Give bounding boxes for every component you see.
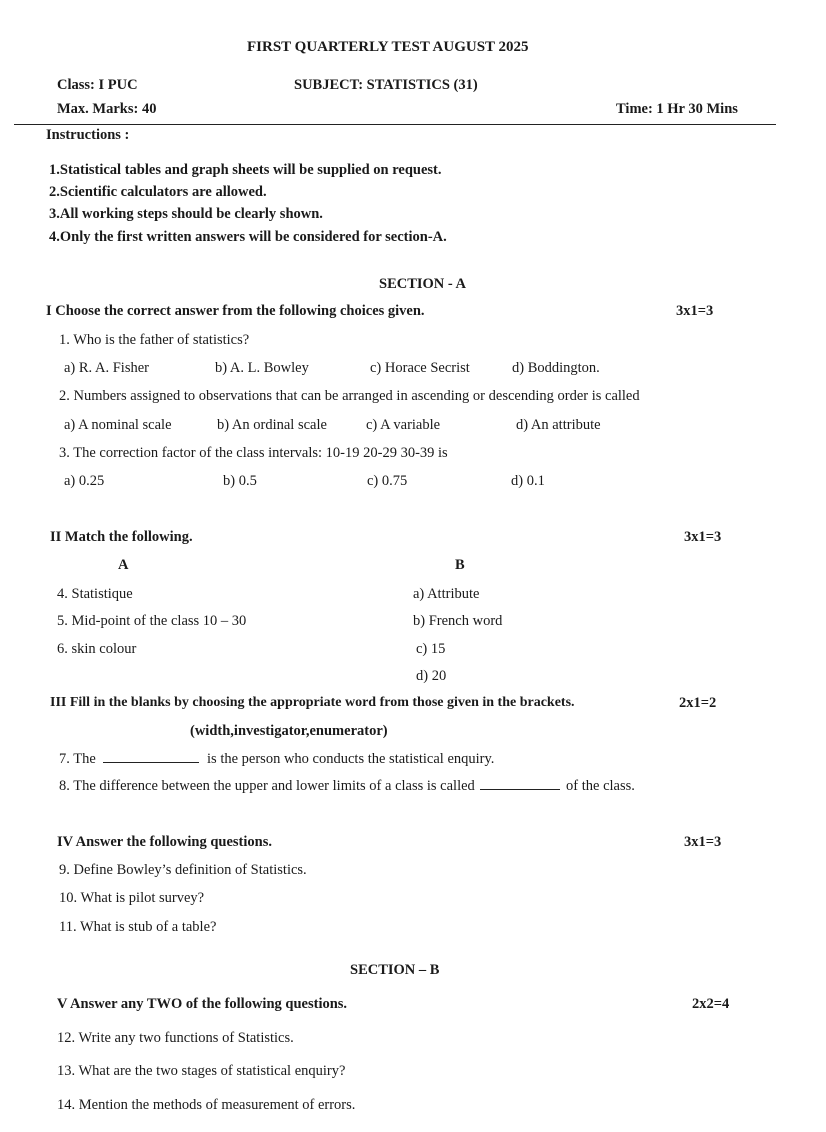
instructions-heading: Instructions : [46,127,130,143]
match-right-item: d) 20 [416,668,447,684]
question-11: 11. What is stub of a table? [59,919,217,935]
match-right-item: c) 15 [416,641,446,657]
part-5-marks: 2x2=4 [692,996,730,1012]
header-divider [14,124,776,125]
question-12: 12. Write any two functions of Statistics. [57,1030,294,1046]
part-4-marks: 3x1=3 [684,834,722,850]
question-1: 1. Who is the father of statistics? [59,332,250,348]
part-2-heading: II Match the following. [50,529,193,545]
question-9: 9. Define Bowley’s definition of Statistics. [59,862,307,878]
q8-answer-blank [480,777,560,790]
question-7 [59,750,494,768]
class-label: Class: I PUC [57,77,138,93]
blank-word-choices: (width,investigator,enumerator) [190,723,388,739]
q8-text-after: of the class. [566,778,635,794]
q3-option-a: a) 0.25 [64,473,105,489]
part-5-heading: V Answer any TWO of the following questions. [57,996,348,1012]
q1-option-d: d) Boddington. [512,360,600,376]
match-column-a-header: A [118,557,129,573]
part-3-heading: III Fill in the blanks by choosing the appropriate word from those given in the brackets. [50,695,575,710]
instruction-item: 1.Statistical tables and graph sheets will be supplied on request. [49,162,442,178]
q2-option-b: b) An ordinal scale [217,417,327,433]
paper-title: FIRST QUARTERLY TEST AUGUST 2025 [247,39,529,55]
q3-option-d: d) 0.1 [511,473,545,489]
q2-option-d: d) An attribute [516,417,601,433]
q1-option-b: b) A. L. Bowley [215,360,309,376]
match-right-item: a) Attribute [413,586,480,602]
instruction-item: 3.All working steps should be clearly shown. [49,206,323,222]
q7-answer-blank [103,750,199,763]
subject-label: SUBJECT: STATISTICS (31) [294,77,478,93]
question-10: 10. What is pilot survey? [59,890,205,906]
q3-option-b: b) 0.5 [223,473,257,489]
q2-option-a: a) A nominal scale [64,417,172,433]
instruction-item: 2.Scientific calculators are allowed. [49,184,267,200]
section-a-heading: SECTION - A [379,276,467,292]
q7-text-after: is the person who conducts the statistical enquiry. [207,751,495,767]
part-2-marks: 3x1=3 [684,529,722,545]
q2-option-c: c) A variable [366,417,441,433]
part-4-heading: IV Answer the following questions. [57,834,272,850]
part-3-marks: 2x1=2 [679,695,717,711]
question-14: 14. Mention the methods of measurement of errors. [57,1097,356,1113]
question-2: 2. Numbers assigned to observations that can be arranged in ascending or descending order is called [59,388,640,404]
part-1-heading: I Choose the correct answer from the following choices given. [46,303,425,319]
match-left-item: 4. Statistique [57,586,133,602]
match-right-item: b) French word [413,613,503,629]
match-left-item: 6. skin colour [57,641,137,657]
instruction-item: 4.Only the first written answers will be considered for section-A. [49,229,447,245]
match-column-b-header: B [455,557,465,573]
section-b-heading: SECTION – B [350,962,440,978]
q1-option-a: a) R. A. Fisher [64,360,149,376]
q8-text-before: 8. The difference between the upper and lower limits of a class is called [59,778,475,794]
match-left-item: 5. Mid-point of the class 10 – 30 [57,613,247,629]
q7-text-before: 7. The [59,751,96,767]
q1-option-c: c) Horace Secrist [370,360,470,376]
max-marks: Max. Marks: 40 [57,101,157,117]
part-1-marks: 3x1=3 [676,303,714,319]
question-8 [59,777,635,795]
question-3: 3. The correction factor of the class intervals: 10-19 20-29 30-39 is [59,445,448,461]
question-13: 13. What are the two stages of statistical enquiry? [57,1063,346,1079]
time-allowed: Time: 1 Hr 30 Mins [616,101,738,117]
q3-option-c: c) 0.75 [367,473,408,489]
